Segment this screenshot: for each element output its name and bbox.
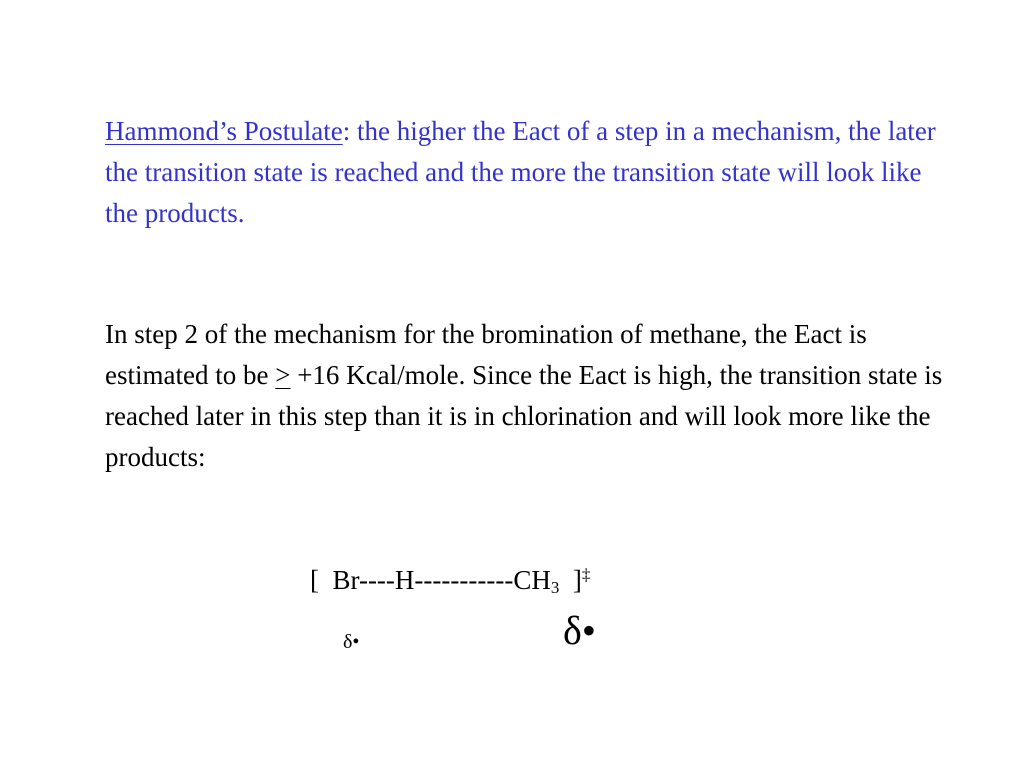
greater-equal-symbol: >: [275, 360, 291, 390]
formula-main: [ Br----H-----------CH: [310, 565, 551, 595]
partial-radical-ch3: δ•: [563, 608, 596, 653]
bromination-explanation-paragraph: [105, 314, 945, 478]
postulate-separator: :: [342, 116, 351, 146]
hammond-postulate-paragraph: [105, 111, 945, 234]
transition-state-formula: [310, 560, 590, 600]
explanation-text-before: In step 2 of the mechanism for the bromination of methane, the Eact is estimated to be: [105, 319, 867, 390]
partial-radical-br: δ•: [343, 631, 360, 653]
formula-bracket-close: ]: [559, 565, 582, 595]
double-dagger-symbol: ‡: [581, 565, 591, 584]
postulate-title: Hammond’s Postulate: [105, 116, 343, 146]
formula-subscript: 3: [550, 578, 560, 597]
postulate-text: the higher the Eact of a step in a mechanism, the later the transition state is reached and the more the transition state will look like the products.: [105, 116, 936, 228]
explanation-text-after: +16 Kcal/mole. Since the Eact is high, the transition state is reached later in this step than it is in chlorination and will look more like the products:: [105, 360, 943, 472]
